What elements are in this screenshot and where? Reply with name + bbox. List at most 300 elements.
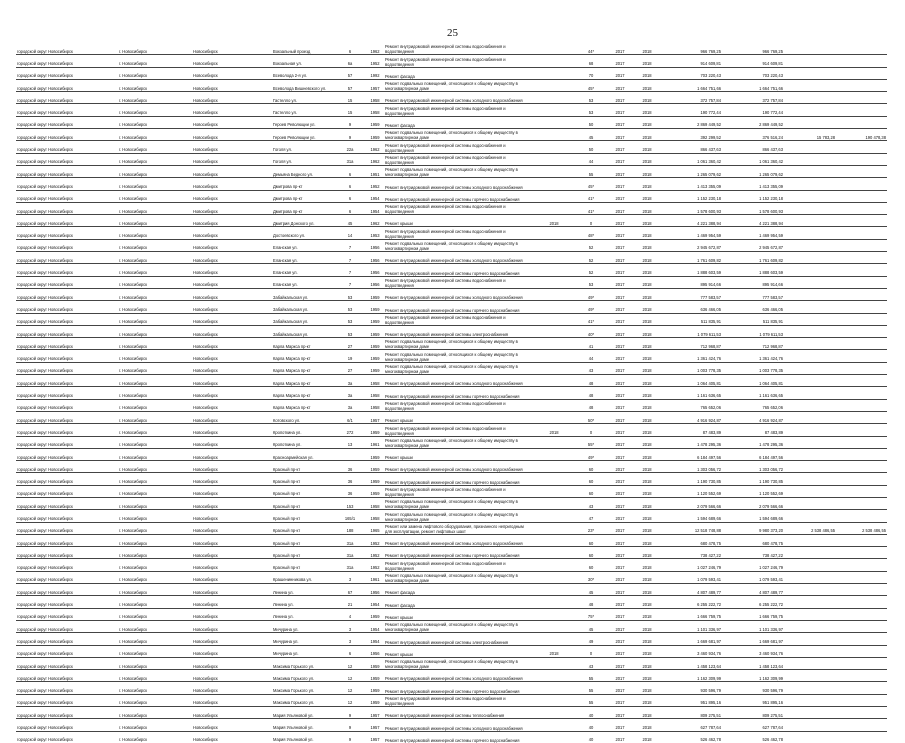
year-built-cell: 1957: [366, 707, 384, 719]
fund-cost-cell: 1 478 295,36: [722, 436, 784, 448]
fund-cost-cell: 966 769,25: [722, 43, 784, 55]
year-built-cell: 1956: [366, 264, 384, 276]
plan-year-cell: [532, 387, 576, 399]
city-cell: г. Новосибирск: [118, 534, 192, 546]
total-cost-cell: 765 652,06: [660, 399, 722, 411]
fund-cost-cell: 4 221 388,94: [722, 215, 784, 227]
building-cell: [358, 657, 366, 669]
municipality-cell: городской округ Новосибирск: [16, 375, 118, 387]
street-cell: Забайкальская ул.: [272, 325, 342, 337]
start-year-cell: 2017: [606, 252, 634, 264]
house-number-cell: 45: [342, 215, 358, 227]
extra-cost-1-cell: [784, 424, 836, 436]
end-year-cell: 2018: [634, 707, 660, 719]
plan-year-cell: [532, 461, 576, 473]
street-cell: Ленина ул.: [272, 584, 342, 596]
year-built-cell: 1956: [366, 584, 384, 596]
work-type-cell: Ремонт фасада: [384, 584, 532, 596]
table-row: [16, 190, 887, 202]
year-built-cell: 1954: [366, 190, 384, 202]
start-year-cell: 2017: [606, 584, 634, 596]
table-row: [16, 694, 887, 706]
extra-cost-2-cell: [836, 92, 887, 104]
total-cost-cell: 1 061 360,42: [660, 153, 722, 165]
table-row: [16, 202, 887, 214]
extra-cost-2-cell: [836, 547, 887, 559]
settlement-cell: Новосибирск: [192, 694, 272, 706]
municipality-cell: городской округ Новосибирск: [16, 645, 118, 657]
building-cell: [358, 141, 366, 153]
wear-percent-cell: 45*: [576, 79, 606, 91]
house-number-cell: 36: [342, 485, 358, 497]
building-cell: [358, 620, 366, 632]
total-cost-cell: 2 945 672,87: [660, 239, 722, 251]
table-row: [16, 375, 887, 387]
extra-cost-1-cell: 15 783,28: [784, 129, 836, 141]
wear-percent-cell: 50: [576, 116, 606, 128]
extra-cost-1-cell: [784, 264, 836, 276]
city-cell: г. Новосибирск: [118, 215, 192, 227]
wear-percent-cell: 60: [576, 473, 606, 485]
extra-cost-2-cell: [836, 424, 887, 436]
end-year-cell: 2018: [634, 682, 660, 694]
extra-cost-1-cell: [784, 411, 836, 423]
table-row: [16, 547, 887, 559]
settlement-cell: Новосибирск: [192, 264, 272, 276]
year-built-cell: 1959: [366, 301, 384, 313]
start-year-cell: 2017: [606, 448, 634, 460]
house-number-cell: 4: [342, 608, 358, 620]
year-built-cell: 1958: [366, 399, 384, 411]
work-type-cell: Ремонт внутридомовой инженерной системы водоснабжения и водоотведения: [384, 313, 532, 325]
municipality-cell: городской округ Новосибирск: [16, 571, 118, 583]
street-cell: Героев Революции ул.: [272, 116, 342, 128]
plan-year-cell: [532, 559, 576, 571]
start-year-cell: 2017: [606, 497, 634, 509]
extra-cost-1-cell: [784, 165, 836, 177]
work-type-cell: Ремонт внутридомовой инженерной системы водоснабжения и водоотведения: [384, 43, 532, 55]
street-cell: Красный пр-кт: [272, 461, 342, 473]
municipality-cell: городской округ Новосибирск: [16, 43, 118, 55]
municipality-cell: городской округ Новосибирск: [16, 252, 118, 264]
extra-cost-1-cell: [784, 448, 836, 460]
building-cell: [358, 731, 366, 743]
extra-cost-1-cell: [784, 362, 836, 374]
wear-percent-cell: 41: [576, 338, 606, 350]
start-year-cell: 2017: [606, 559, 634, 571]
end-year-cell: 2018: [634, 252, 660, 264]
plan-year-cell: [532, 79, 576, 91]
fund-cost-cell: 895 914,66: [722, 276, 784, 288]
total-cost-cell: 1 027 246,79: [660, 559, 722, 571]
municipality-cell: городской округ Новосибирск: [16, 522, 118, 534]
plan-year-cell: [532, 694, 576, 706]
extra-cost-2-cell: [836, 165, 887, 177]
house-number-cell: 53: [342, 301, 358, 313]
extra-cost-1-cell: [784, 620, 836, 632]
start-year-cell: 2017: [606, 276, 634, 288]
table-row: [16, 510, 887, 522]
building-cell: [358, 215, 366, 227]
street-cell: Дмитрова пр-кт: [272, 202, 342, 214]
plan-year-cell: [532, 571, 576, 583]
work-type-cell: Ремонт внутридомовой инженерной системы холодного водоснабжения: [384, 670, 532, 682]
building-cell: [358, 497, 366, 509]
city-cell: г. Новосибирск: [118, 657, 192, 669]
extra-cost-2-cell: [836, 79, 887, 91]
fund-cost-cell: 1 413 355,09: [722, 178, 784, 190]
street-cell: Гоголя ул.: [272, 141, 342, 153]
work-type-cell: Ремонт или замена лифтового оборудования, признанного непригодным для эксплуатации, ремонт лифтовых шахт: [384, 522, 532, 534]
extra-cost-2-cell: [836, 719, 887, 731]
building-cell: [358, 190, 366, 202]
extra-cost-2-cell: [836, 301, 887, 313]
city-cell: г. Новосибирск: [118, 485, 192, 497]
work-type-cell: Ремонт крыши: [384, 448, 532, 460]
table-row: [16, 165, 887, 177]
fund-cost-cell: 6 184 497,56: [722, 448, 784, 460]
extra-cost-1-cell: [784, 387, 836, 399]
total-cost-cell: 1 079 593,41: [660, 571, 722, 583]
building-cell: [358, 153, 366, 165]
city-cell: г. Новосибирск: [118, 301, 192, 313]
plan-year-cell: [532, 707, 576, 719]
city-cell: г. Новосибирск: [118, 497, 192, 509]
city-cell: г. Новосибирск: [118, 694, 192, 706]
wear-percent-cell: 70: [576, 67, 606, 79]
total-cost-cell: 895 914,66: [660, 276, 722, 288]
extra-cost-2-cell: [836, 461, 887, 473]
settlement-cell: Новосибирск: [192, 534, 272, 546]
settlement-cell: Новосибирск: [192, 141, 272, 153]
start-year-cell: 2017: [606, 116, 634, 128]
end-year-cell: 2018: [634, 473, 660, 485]
table-row: [16, 362, 887, 374]
wear-percent-cell: 53: [576, 276, 606, 288]
wear-percent-cell: 55: [576, 694, 606, 706]
plan-year-cell: [532, 534, 576, 546]
table-row: [16, 645, 887, 657]
plan-year-cell: [532, 596, 576, 608]
table-row: [16, 559, 887, 571]
extra-cost-2-cell: [836, 620, 887, 632]
fund-cost-cell: 680 478,75: [722, 534, 784, 546]
building-cell: [358, 313, 366, 325]
city-cell: г. Новосибирск: [118, 584, 192, 596]
work-type-cell: Ремонт внутридомовой инженерной системы водоснабжения и водоотведения: [384, 227, 532, 239]
fund-cost-cell: 712 968,87: [722, 338, 784, 350]
house-number-cell: 12: [342, 682, 358, 694]
extra-cost-2-cell: 2 538 486,55: [836, 522, 887, 534]
extra-cost-1-cell: [784, 719, 836, 731]
building-cell: [358, 202, 366, 214]
extra-cost-1-cell: [784, 571, 836, 583]
plan-year-cell: [532, 411, 576, 423]
wear-percent-cell: 60: [576, 461, 606, 473]
table-row: [16, 350, 887, 362]
settlement-cell: Новосибирск: [192, 239, 272, 251]
house-number-cell: 12: [342, 670, 358, 682]
total-cost-cell: 1 666 759,75: [660, 608, 722, 620]
work-type-cell: Ремонт внутридомовой инженерной системы горячего водоснабжения: [384, 547, 532, 559]
total-cost-cell: 1 664 751,66: [660, 79, 722, 91]
building-cell: [358, 584, 366, 596]
city-cell: г. Новосибирск: [118, 559, 192, 571]
year-built-cell: 1951: [366, 165, 384, 177]
settlement-cell: Новосибирск: [192, 485, 272, 497]
extra-cost-1-cell: [784, 497, 836, 509]
city-cell: г. Новосибирск: [118, 43, 192, 55]
extra-cost-1-cell: [784, 645, 836, 657]
start-year-cell: 2017: [606, 153, 634, 165]
building-cell: [358, 276, 366, 288]
end-year-cell: 2018: [634, 104, 660, 116]
wear-percent-cell: 40: [576, 719, 606, 731]
wear-percent-cell: 48: [576, 399, 606, 411]
total-cost-cell: 392 299,52: [660, 129, 722, 141]
end-year-cell: 2018: [634, 239, 660, 251]
year-built-cell: 1956: [366, 239, 384, 251]
year-built-cell: 1962: [366, 43, 384, 55]
extra-cost-2-cell: [836, 153, 887, 165]
table-row: [16, 731, 887, 743]
extra-cost-2-cell: [836, 252, 887, 264]
extra-cost-2-cell: [836, 104, 887, 116]
extra-cost-1-cell: [784, 731, 836, 743]
total-cost-cell: 190 772,44: [660, 104, 722, 116]
wear-percent-cell: 43: [576, 657, 606, 669]
building-cell: [358, 375, 366, 387]
municipality-cell: городской округ Новосибирск: [16, 67, 118, 79]
extra-cost-2-cell: [836, 448, 887, 460]
end-year-cell: 2018: [634, 645, 660, 657]
settlement-cell: Новосибирск: [192, 547, 272, 559]
plan-year-cell: [532, 338, 576, 350]
extra-cost-2-cell: [836, 584, 887, 596]
start-year-cell: 2017: [606, 362, 634, 374]
total-cost-cell: 1 101 336,97: [660, 620, 722, 632]
extra-cost-1-cell: [784, 608, 836, 620]
house-number-cell: 188: [342, 522, 358, 534]
end-year-cell: 2018: [634, 424, 660, 436]
work-type-cell: Ремонт внутридомовой инженерной системы горячего водоснабжения: [384, 682, 532, 694]
building-cell: [358, 682, 366, 694]
plan-year-cell: [532, 362, 576, 374]
building-cell: [358, 252, 366, 264]
building-cell: [358, 461, 366, 473]
street-cell: Красноармейская ул.: [272, 448, 342, 460]
settlement-cell: Новосибирск: [192, 522, 272, 534]
street-cell: Мария Ульяновой ул.: [272, 707, 342, 719]
street-cell: Мария Ульяновой ул.: [272, 719, 342, 731]
start-year-cell: 2017: [606, 436, 634, 448]
total-cost-cell: 87 483,89: [660, 424, 722, 436]
plan-year-cell: [532, 276, 576, 288]
wear-percent-cell: 52: [576, 252, 606, 264]
settlement-cell: Новосибирск: [192, 596, 272, 608]
fund-cost-cell: 4 807 489,77: [722, 584, 784, 596]
settlement-cell: Новосибирск: [192, 165, 272, 177]
building-cell: [358, 325, 366, 337]
house-number-cell: 6: [342, 165, 358, 177]
extra-cost-2-cell: [836, 510, 887, 522]
fund-cost-cell: 1 190 730,85: [722, 473, 784, 485]
plan-year-cell: [532, 190, 576, 202]
settlement-cell: Новосибирск: [192, 362, 272, 374]
city-cell: г. Новосибирск: [118, 252, 192, 264]
plan-year-cell: [532, 473, 576, 485]
municipality-cell: городской округ Новосибирск: [16, 559, 118, 571]
house-number-cell: 6: [342, 43, 358, 55]
year-built-cell: 1958: [366, 387, 384, 399]
plan-year-cell: [532, 620, 576, 632]
year-built-cell: 1956: [366, 252, 384, 264]
municipality-cell: городской округ Новосибирск: [16, 165, 118, 177]
year-built-cell: 1959: [366, 485, 384, 497]
fund-cost-cell: 1 594 689,66: [722, 510, 784, 522]
work-type-cell: Ремонт внутридомовой инженерной системы водоснабжения и водоотведения: [384, 55, 532, 67]
building-cell: [358, 436, 366, 448]
settlement-cell: Новосибирск: [192, 571, 272, 583]
fund-cost-cell: 3 460 934,76: [722, 645, 784, 657]
end-year-cell: 2018: [634, 633, 660, 645]
extra-cost-1-cell: [784, 584, 836, 596]
extra-cost-1-cell: [784, 288, 836, 300]
end-year-cell: 2018: [642, 737, 652, 743]
settlement-cell: Новосибирск: [192, 190, 272, 202]
end-year-cell: 2018: [634, 620, 660, 632]
extra-cost-2-cell: [836, 202, 887, 214]
building-cell: [358, 473, 366, 485]
building-cell: [358, 399, 366, 411]
municipality-cell: городской округ Новосибирск: [16, 694, 118, 706]
work-type-cell: Ремонт подвальных помещений, относящихся к общему имуществу в многоквартирном доме: [384, 510, 532, 522]
building-cell: [358, 264, 366, 276]
total-cost-cell: 703 220,43: [660, 67, 722, 79]
municipality-cell: городской округ Новосибирск: [17, 737, 73, 743]
house-number-cell: 3а: [342, 387, 358, 399]
settlement-cell: Новосибирск: [192, 461, 272, 473]
plan-year-cell: [532, 43, 576, 55]
extra-cost-1-cell: [784, 547, 836, 559]
municipality-cell: городской округ Новосибирск: [16, 608, 118, 620]
start-year-cell: 2017: [606, 92, 634, 104]
house-number-cell: 3: [342, 633, 358, 645]
work-type-cell: Ремонт внутридомовой инженерной системы холодного водоснабжения: [384, 375, 532, 387]
total-cost-cell: 712 968,87: [660, 338, 722, 350]
start-year-cell: 2017: [606, 202, 634, 214]
municipality-cell: городской округ Новосибирск: [16, 497, 118, 509]
city-cell: г. Новосибирск: [118, 227, 192, 239]
end-year-cell: 2018: [634, 596, 660, 608]
start-year-cell: 2017: [606, 694, 634, 706]
municipality-cell: городской округ Новосибирск: [16, 202, 118, 214]
extra-cost-2-cell: [836, 362, 887, 374]
municipality-cell: городской округ Новосибирск: [16, 682, 118, 694]
work-type-cell: Ремонт крыши: [384, 215, 532, 227]
wear-percent-cell: 41*: [576, 313, 606, 325]
work-type-cell: Ремонт внутридомовой инженерной системы горячего водоснабжения: [384, 387, 532, 399]
city-cell: г. Новосибирск: [118, 165, 192, 177]
year-built-cell: 1958: [366, 104, 384, 116]
wear-percent-cell: 49*: [576, 448, 606, 460]
year-built-cell: 1952: [366, 178, 384, 190]
extra-cost-1-cell: [784, 153, 836, 165]
fund-cost-cell: 1 161 636,65: [722, 387, 784, 399]
plan-year-cell: [532, 313, 576, 325]
table-row: [16, 325, 887, 337]
fund-cost-cell: 4 916 924,87: [722, 411, 784, 423]
street-cell: Красный пр-кт: [272, 497, 342, 509]
year-built-cell: 1992: [366, 67, 384, 79]
wear-percent-cell: 44*: [576, 43, 606, 55]
extra-cost-2-cell: [836, 43, 887, 55]
fund-cost-cell: 2 079 566,66: [722, 497, 784, 509]
building-cell: [358, 43, 366, 55]
municipality-cell: городской округ Новосибирск: [16, 719, 118, 731]
house-number-cell: 19: [342, 350, 358, 362]
year-built-cell: 1957: [366, 719, 384, 731]
house-number-cell: 27: [342, 338, 358, 350]
fund-cost-cell: 511 835,91: [722, 313, 784, 325]
year-built-cell: 1959: [366, 325, 384, 337]
wear-percent-cell: 49: [576, 633, 606, 645]
city-cell: г. Новосибирск: [118, 276, 192, 288]
end-year-cell: 2018: [634, 79, 660, 91]
municipality-cell: городской округ Новосибирск: [16, 411, 118, 423]
table-row: [16, 252, 887, 264]
year-built-cell: 1957: [366, 411, 384, 423]
table-row: [16, 43, 887, 55]
municipality-cell: городской округ Новосибирск: [16, 362, 118, 374]
extra-cost-2-cell: [836, 227, 887, 239]
city-cell: г. Новосибирск: [118, 178, 192, 190]
building-cell: [358, 387, 366, 399]
extra-cost-1-cell: [784, 534, 836, 546]
fund-cost-cell: 1 888 603,59: [722, 264, 784, 276]
city-cell: г. Новосибирск: [118, 362, 192, 374]
work-type-cell: Ремонт внутридомовой инженерной системы водоснабжения и водоотведения: [384, 153, 532, 165]
settlement-cell: Новосибирск: [192, 510, 272, 522]
start-year-cell: 2017: [606, 338, 634, 350]
city-cell: г. Новосибирск: [118, 387, 192, 399]
plan-year-cell: 2018: [532, 645, 576, 657]
street-cell: Котовского ул.: [272, 411, 342, 423]
wear-percent-cell: 47: [576, 510, 606, 522]
city-cell: г. Новосибирск: [119, 737, 147, 743]
work-type-cell: Ремонт внутридомовой инженерной системы горячего водоснабжения: [384, 301, 532, 313]
total-cost-cell: 526 462,78: [700, 737, 721, 743]
end-year-cell: 2018: [634, 571, 660, 583]
street-cell: Забайкальская ул.: [272, 301, 342, 313]
extra-cost-1-cell: [784, 252, 836, 264]
work-type-cell: Ремонт внутридомовой инженерной системы водоснабжения и водоотведения: [384, 276, 532, 288]
work-type-cell: Ремонт внутридомовой инженерной системы электроснабжения: [384, 633, 532, 645]
total-cost-cell: 1 190 730,85: [660, 473, 722, 485]
wear-percent-cell: 48: [576, 596, 606, 608]
fund-cost-cell: 765 652,06: [722, 399, 784, 411]
year-built-cell: 1957: [366, 79, 384, 91]
plan-year-cell: [532, 350, 576, 362]
plan-year-cell: [532, 670, 576, 682]
municipality-cell: городской округ Новосибирск: [16, 55, 118, 67]
extra-cost-2-cell: [836, 670, 887, 682]
total-cost-cell: 951 895,16: [660, 694, 722, 706]
fund-cost-cell: 809 275,51: [722, 707, 784, 719]
municipality-cell: городской округ Новосибирск: [16, 190, 118, 202]
start-year-cell: 2017: [606, 350, 634, 362]
street-cell: Красный пр-кт: [272, 559, 342, 571]
